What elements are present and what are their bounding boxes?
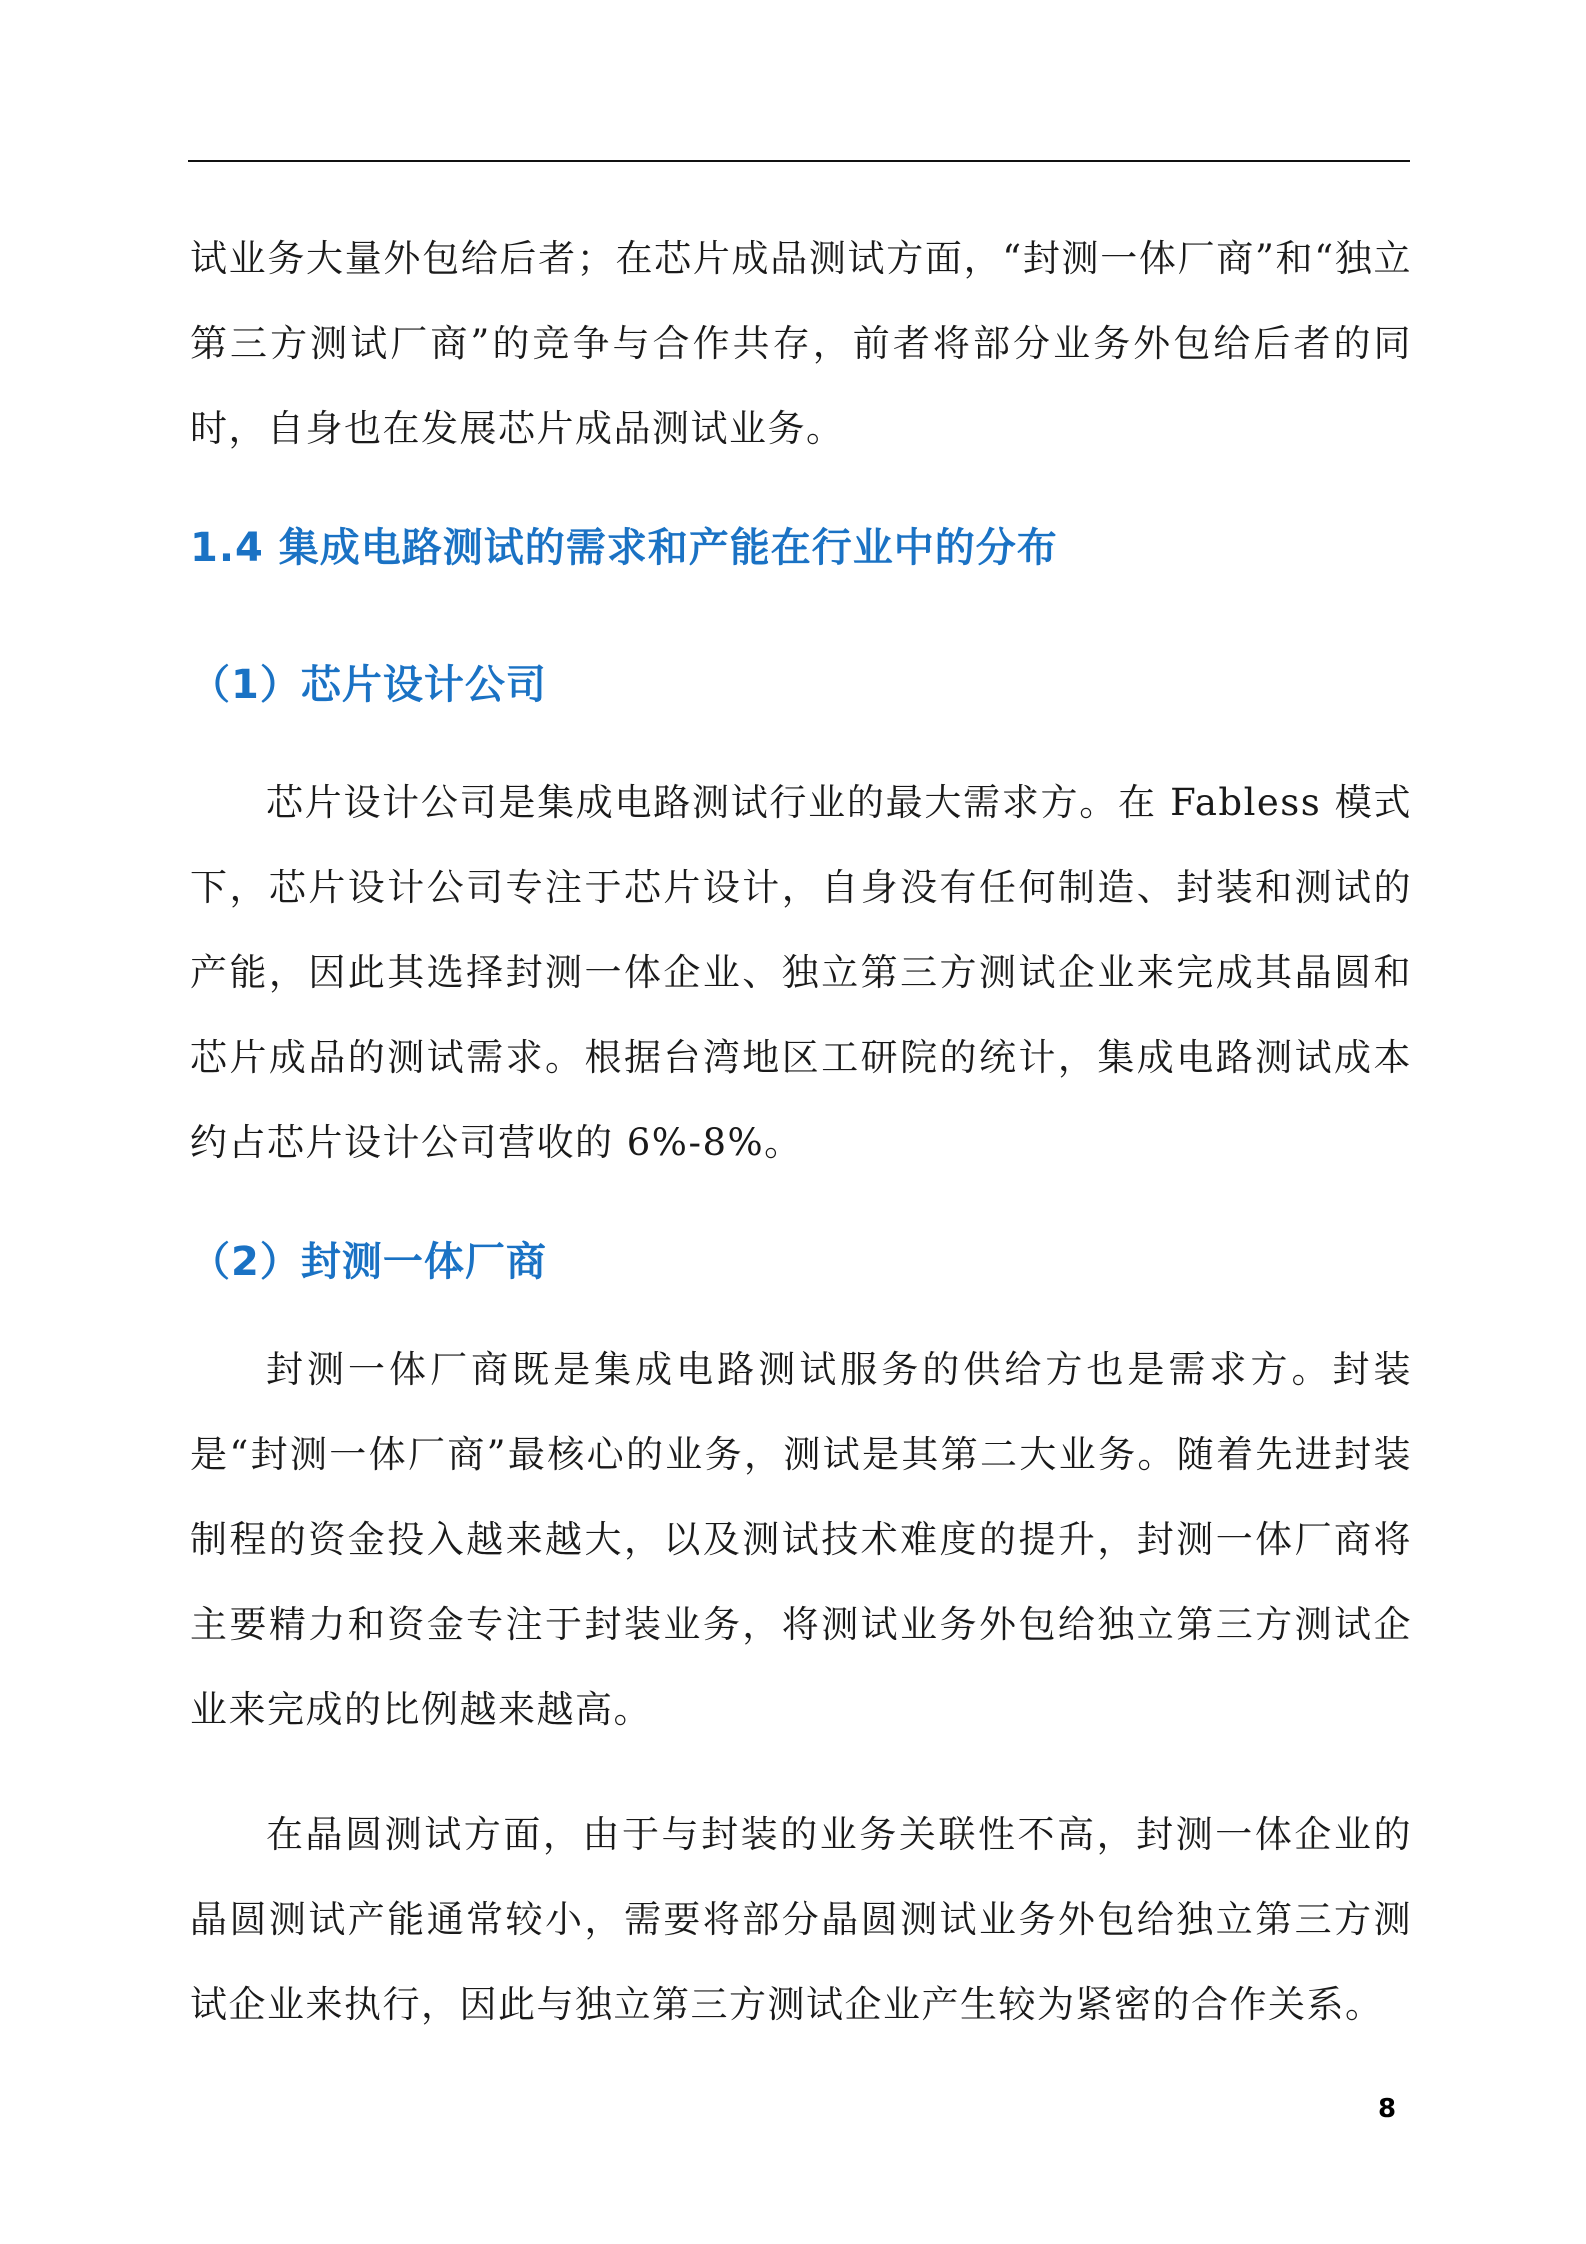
paragraph-osat-2: 在晶圆测试方面，由于与封装的业务关联性不高，封测一体企业的晶圆测试产能通常较小，需要将部分晶圆测试业务外包给独立第三方测试企业来执行，因此与独立第三方测试企业产生较为紧密的合作关系。 (190, 1813, 1412, 2026)
header-rule (188, 160, 1410, 162)
subsection-heading-chip-design: （1）芯片设计公司 (190, 662, 547, 708)
section-heading: 1.4 集成电路测试的需求和产能在行业中的分布 (190, 525, 1058, 571)
page-content (190, 216, 1412, 2047)
page-number: 8 (1378, 2094, 1397, 2124)
paragraph-chip-design: 芯片设计公司是集成电路测试行业的最大需求方。在 Fabless 模式下，芯片设计公司专注于芯片设计，自身没有任何制造、封装和测试的产能，因此其选择封测一体企业、独立第三方测试企业来完成其晶圆和芯片成品的测试需求。根据台湾地区工研院的统计，集成电路测试成本约占芯片设计公司营收的 6%-8%。 (190, 781, 1412, 1164)
paragraph-osat-1: 封测一体厂商既是集成电路测试服务的供给方也是需求方。封装是“封测一体厂商”最核心的业务，测试是其第二大业务。随着先进封装制程的资金投入越来越大，以及测试技术难度的提升，封测一体厂商将主要精力和资金专注于封装业务，将测试业务外包给独立第三方测试企业来完成的比例越来越高。 (190, 1348, 1412, 1731)
subsection-heading-osat: （2）封测一体厂商 (190, 1239, 547, 1285)
intro-paragraph: 试业务大量外包给后者；在芯片成品测试方面，“封测一体厂商”和“独立第三方测试厂商”的竞争与合作共存，前者将部分业务外包给后者的同时，自身也在发展芯片成品测试业务。 (190, 237, 1412, 450)
